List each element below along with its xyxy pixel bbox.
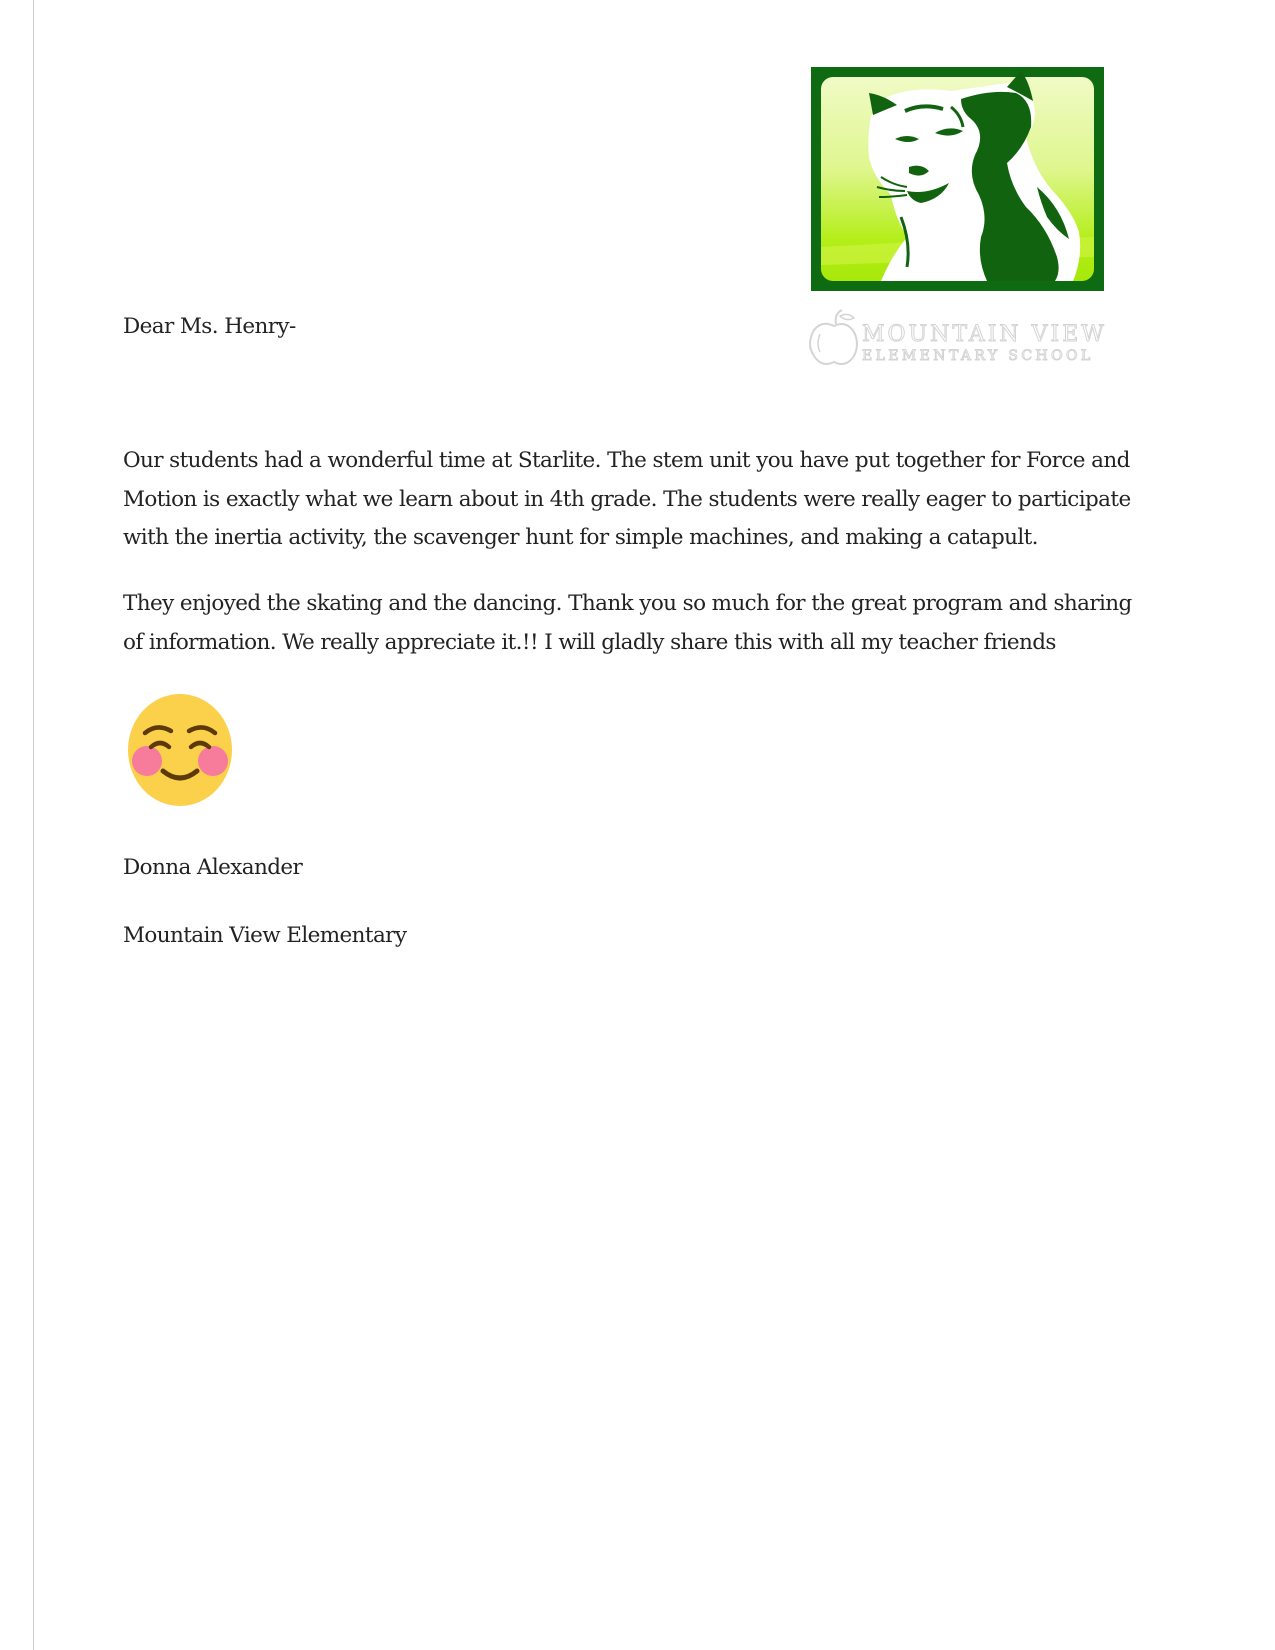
signer-school: Mountain View Elementary [123, 923, 407, 948]
paragraph-line: They enjoyed the skating and the dancing. Thank you so much for the great program and sharing [123, 591, 1132, 616]
wordmark-line-2: ELEMENTARY SCHOOL [862, 348, 1094, 364]
school-wordmark [806, 308, 1126, 370]
paragraph-line: Our students had a wonderful time at Starlite. The stem unit you have put together for Force and [123, 448, 1130, 473]
letter-paragraph-1 [123, 442, 1131, 558]
school-logo [811, 67, 1104, 291]
letter-salutation: Dear Ms. Henry- [123, 314, 296, 339]
apple-icon [806, 308, 862, 370]
paragraph-line: with the inertia activity, the scavenger hunt for simple machines, and making a catapult. [123, 525, 1038, 550]
paragraph-line: Motion is exactly what we learn about in 4th grade. The students were really eager to participate [123, 486, 1131, 512]
letter-paragraph-2 [123, 585, 1132, 662]
signer-name: Donna Alexander [123, 855, 303, 880]
smiling-blushing-face-icon [127, 693, 233, 807]
wordmark-line-1: MOUNTAIN VIEW [862, 322, 1107, 347]
page-edge-line [33, 0, 34, 1650]
paragraph-line: of information. We really appreciate it.!! I will gladly share this with all my teacher friends [123, 629, 1056, 655]
panther-mascot-icon [811, 67, 1104, 291]
